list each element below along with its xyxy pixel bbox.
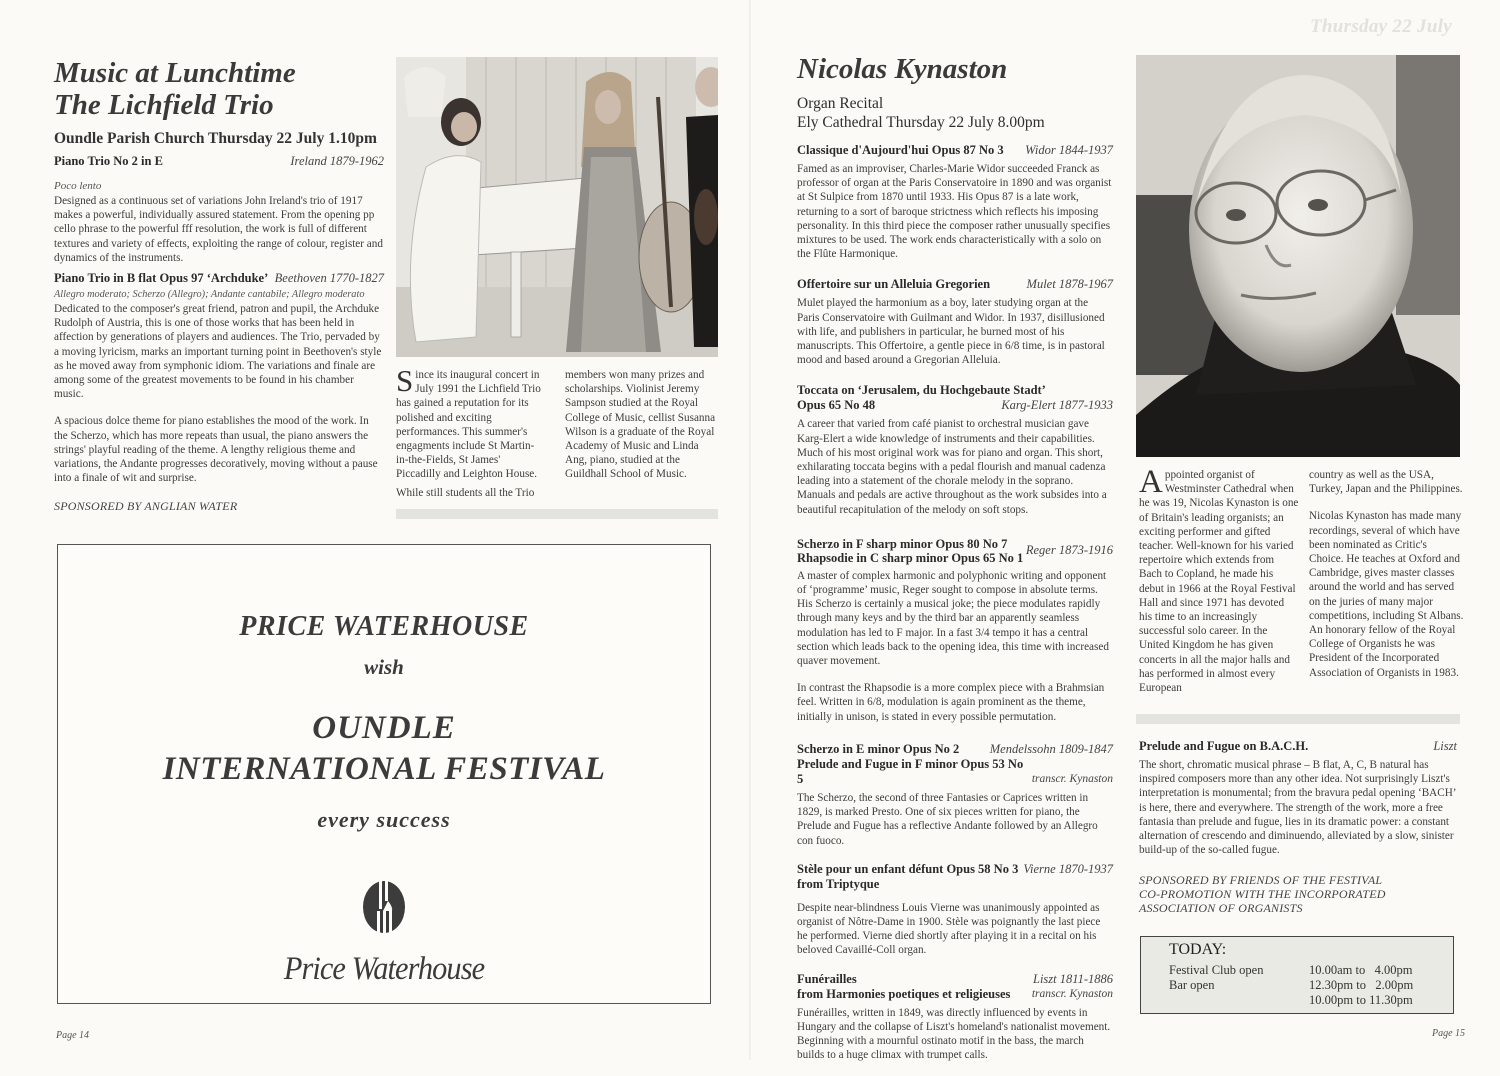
sponsor-line: CO-PROMOTION WITH THE INCORPORATED (1139, 887, 1386, 902)
paragraph: Dedicated to the composer's great friend, patron and pupil, the Archduke Rudolph of Austria, this is one of those works that has been held in affection by generations of players and audiences. The Trio, pervaded by a moving lyricism, marks an important turning point in Beethoven's style as he moved away from symphonic idiom. The variations and finale are among some of the greatest movements to be found in his chamber music. (54, 303, 382, 401)
right-article (797, 53, 1113, 1076)
piece-composer: Liszt (1433, 739, 1457, 753)
page-number-right: Page 15 (1432, 1028, 1466, 1039)
portrait-illustration (1136, 55, 1460, 457)
piece-title: Classique d'Aujourd'hui Opus 87 No 3 (797, 143, 1004, 157)
piece-title-2: from Harmonies poetiques et religieuses (797, 986, 1011, 1001)
piece-title-2: Prelude and Fugue in F minor Opus 53 No 5 (797, 756, 1024, 786)
page-number-left: Page 14 (56, 1030, 90, 1041)
today-label: Festival Club open (1169, 963, 1264, 977)
piece-composer: Widor 1844-1937 (1025, 143, 1113, 157)
today-time: 12.30pm to 2.00pm (1309, 978, 1414, 992)
piece-title: Piano Trio No 2 in E (54, 154, 163, 168)
piece-title-2: Rhapsodie in C sharp minor Opus 65 No 1 (797, 550, 1024, 565)
ad-line-3: OUNDLE (312, 710, 456, 746)
piece-title: Toccata on ‘Jerusalem, du Hochgebaute Stadt’ (797, 383, 1046, 398)
page-title (54, 57, 384, 121)
piece-title: Scherzo in E minor Opus No 2 (797, 741, 960, 756)
paragraph: Mulet played the harmonium as a boy, later studying organ at the Paris Conservatoire with Guilmant and Widor. In 1937, disillusioned with life, and publishers in particular, he burned most of his manuscripts. This Offertoire, a gentle piece in 6/8 time, is in pastoral mood and based around a Gregorian Alleluia. (797, 297, 1105, 367)
left-article (54, 57, 384, 513)
venue: Ely Cathedral Thursday 22 July 8.00pm (797, 114, 1045, 131)
piece-composer: Beethoven 1770-1827 (274, 271, 384, 286)
venue: Oundle Parish Church Thursday 22 July 1.10pm (54, 130, 377, 147)
today-row (1169, 978, 1439, 993)
trio-bio-col1 (396, 363, 546, 500)
piece-title: Stèle pour un enfant défunt Opus 58 No 3 (797, 861, 1019, 876)
paragraph: Funérailles, written in 1849, was directly influenced by events in Hungary and the collapse of Liszt's homeland's nationalist movement. Beginning with a mournful ostinato motif in the bass, the march builds to a huge climax with trumpet calls. (797, 1006, 1111, 1062)
piece (797, 143, 1113, 261)
bio-text: While still students all the Trio (396, 486, 535, 499)
piece-composer: Karg-Elert 1877-1933 (1001, 398, 1113, 413)
ad-line-5: every success (317, 807, 451, 832)
bio-text: country as well as the USA, Turkey, Japan and the Philippines. (1309, 469, 1463, 496)
piece-composer: Mulet 1878-1967 (1026, 277, 1113, 292)
piece-title-2: from Triptyque (797, 876, 880, 891)
ad-line-1: PRICE WATERHOUSE (239, 611, 529, 642)
piece-title-2: Opus 65 No 48 (797, 398, 876, 413)
sponsor-line: SPONSORED BY FRIENDS OF THE FESTIVAL (1139, 873, 1383, 888)
dropcap: S (396, 363, 414, 398)
page-fold (749, 0, 751, 1060)
paragraph: Famed as an improviser, Charles-Marie Widor succeeded Franck as professor of organ at the Paris Conservatoire in 1890 and was organist at St Sulpice from 1870 until 1933. His Opus 87 is a late work, returning to a sort of baroque strictness which reflects his imposing personality. In this third piece the composer rather unusually specifies mixtures to be used. The work ends characteristically with a solo on the Flûte Harmonique. (797, 163, 1112, 261)
piece (797, 537, 1113, 724)
piece-title: Prelude and Fugue on B.A.C.H. (1139, 739, 1309, 753)
ad-line-4: INTERNATIONAL FESTIVAL (162, 751, 606, 787)
kynaston-portrait (1136, 55, 1460, 457)
piece-arranger: transcr. Kynaston (1031, 772, 1113, 785)
trio-photo-illustration (396, 57, 718, 357)
kynaston-bio-col1 (1139, 464, 1299, 695)
sponsor-block (1139, 873, 1457, 915)
trio-photo (396, 57, 718, 357)
bach-piece (1139, 739, 1457, 915)
title-line-2: The Lichfield Trio (54, 89, 274, 121)
today-row (1169, 963, 1439, 978)
bio-text: Nicolas Kynaston has made many recordings, several of which have been nominated as Critic's Choice. He teaches at Oxford and Cambridge, gives master classes around the world and has served on the juries of many major competitions, including St Albans. An honorary fellow of the Royal College of Organists he was President of the Incorporated Association of Organists in 1983. (1309, 510, 1464, 679)
paragraph: The short, chromatic musical phrase – B flat, A, C, B natural has inspired composers more than any other idea. Not surprisingly Liszt's interpretation is monumental; from the bravura pedal opening ‘BACH’ is here, there and everywhere. The strength of the work, more a free fantasia than prelude and fugue, lies in its dramatic power: a constant alternation of crescendo and diminuendo, alleviated by a slow, sinister build-up of the so-called fugue. (1139, 759, 1456, 857)
paragraph: Despite near-blindness Louis Vierne was unanimously appointed as organist of Nôtre-Dame in 1900. Stèle was poignantly the last piece he performed. Vierne died shortly after playing it in a recital on his beloved Cavaillé-Coll organ. (797, 901, 1101, 957)
page-title: Nicolas Kynaston (797, 53, 1008, 85)
recital-type: Organ Recital (797, 95, 884, 112)
piece-title: Piano Trio in B flat Opus 97 ‘Archduke’ (54, 271, 269, 286)
piece-arranger: transcr. Kynaston (1031, 987, 1113, 1000)
divider-bar (396, 509, 718, 519)
piece-title: Scherzo in F sharp minor Opus 80 No 7 (797, 536, 1008, 551)
title-line-1: Music at Lunchtime (54, 57, 296, 89)
trio-bio-col2: members won many prizes and scholarships. Violinist Jeremy Sampson studied at the Royal College of Music, cellist Susanna Wilson is a graduate of the Royal Academy of Music and Linda Ang, piano, studied at the Guildhall School of Music. (565, 369, 716, 481)
today-time: 10.00am to 4.00pm (1309, 963, 1413, 977)
bio-text: ppointed organist of Westminster Cathedral when he was 19, Nicolas Kynaston is one of Britain's leading organists; an exciting performer and gifted teacher. Well-known for his varied repertoire which extends from Bach to Copland, he made his debut in 1966 at the Royal Festival Hall and since 1971 has devoted his time to an increasingly successful solo career. In the United Kingdom he has given concerts in all the major halls and has performed in almost every European (1139, 469, 1299, 695)
running-head: Thursday 22 July (1310, 16, 1453, 37)
piece (797, 277, 1113, 367)
piece (797, 972, 1113, 1063)
piece (797, 862, 1113, 958)
piece-composer: Liszt 1811-1886 (1033, 971, 1113, 986)
today-label: Bar open (1169, 978, 1215, 992)
piece (797, 383, 1113, 516)
paragraph: A master of complex harmonic and polyphonic writing and opponent of ‘programme’ music, Reger sought to compose in absolute terms. His Scherzo is certainly a musical joke; the piece modulates rapidly through many keys and by the third bar an apparently seamless modulation has led to F major. In a fast 3/4 tempo it has a central section which leads back to the opening idea, this time with increased quaver movement. (797, 569, 1109, 668)
paragraph: In contrast the Rhapsodie is a more complex piece with a Brahmsian feel. Written in 6/8, modulation is again prominent as the theme, initially in unison, is stated in every possible permutation. (797, 682, 1105, 723)
price-waterhouse-ad (57, 544, 711, 1004)
piece (797, 742, 1113, 848)
sponsor-line: ASSOCIATION OF ORGANISTS (1139, 901, 1303, 916)
piece-composer: Mendelssohn 1809-1847 (989, 741, 1113, 756)
paragraph: Designed as a continuous set of variations John Ireland's trio of 1917 makes a powerful, individually assured statement. From the opening pp cello phrase to the powerful fff resolution, the work is full of different textures and variety of effects, exploiting the range of colour, register and dynamics of the instruments. (54, 195, 383, 264)
ad-line-2: wish (364, 655, 404, 679)
sponsor-line: SPONSORED BY ANGLIAN WATER (54, 499, 238, 514)
piece-composer: Ireland 1879-1962 (290, 154, 384, 168)
movements: Allegro moderato; Scherzo (Allegro); Andante cantabile; Allegro moderato (54, 289, 365, 301)
movements: Poco lento (54, 180, 102, 192)
piece (54, 271, 384, 485)
piece (54, 154, 384, 265)
piece-title: Funérailles (797, 971, 857, 986)
paragraph: The Scherzo, the second of three Fantasies or Caprices written in 1829, is marked Presto. One of six pieces written for piano, the Prelude and Fugue has a reflective Andante followed by an Allegro con fuoco. (797, 791, 1098, 847)
dropcap: A (1139, 464, 1163, 500)
today-heading: TODAY: (1169, 941, 1227, 958)
ad-logo-text: Price Waterhouse (283, 951, 485, 987)
bio-text: ince its inaugural concert in July 1991 the Lichfield Trio has gained a reputation for its polished and exciting performances. This summer's engagments include St Martin-in-the-Fields, St James' Piccadilly and Leighton House. (396, 369, 541, 481)
today-time: 10.00pm to 11.30pm (1309, 993, 1413, 1007)
piece-title: Offertoire sur un Alleluia Gregorien (797, 277, 991, 292)
piece-composer: Reger 1873-1916 (1025, 542, 1113, 557)
piece-composer: Vierne 1870-1937 (1023, 861, 1113, 876)
paragraph: A spacious dolce theme for piano establishes the mood of the work. In the Scherzo, which has more repeats than usual, the piano answers the strings' playful reading of the theme. A lengthy religious theme and variations, the Andante progresses decoratively, moving without a pause into a finale of wit and surprise. (54, 415, 378, 485)
kynaston-bio-col2 (1309, 468, 1464, 693)
today-box (1140, 936, 1454, 1014)
paragraph: A career that varied from café pianist to orchestral musician gave Karg-Elert a wide knowledge of instruments and their capabilities. Much of his most original work was for piano and organ. This short, exhilarating toccata begins with a pedal flourish and manual cadenza leading into a statement of the chorale melody in the soprano. Manuals and pedals are active throughout as the work subsides into a beautiful recapitulation of the melody on soft stops. (797, 418, 1107, 516)
divider-bar (1136, 714, 1460, 724)
price-waterhouse-logo-icon (361, 879, 407, 935)
